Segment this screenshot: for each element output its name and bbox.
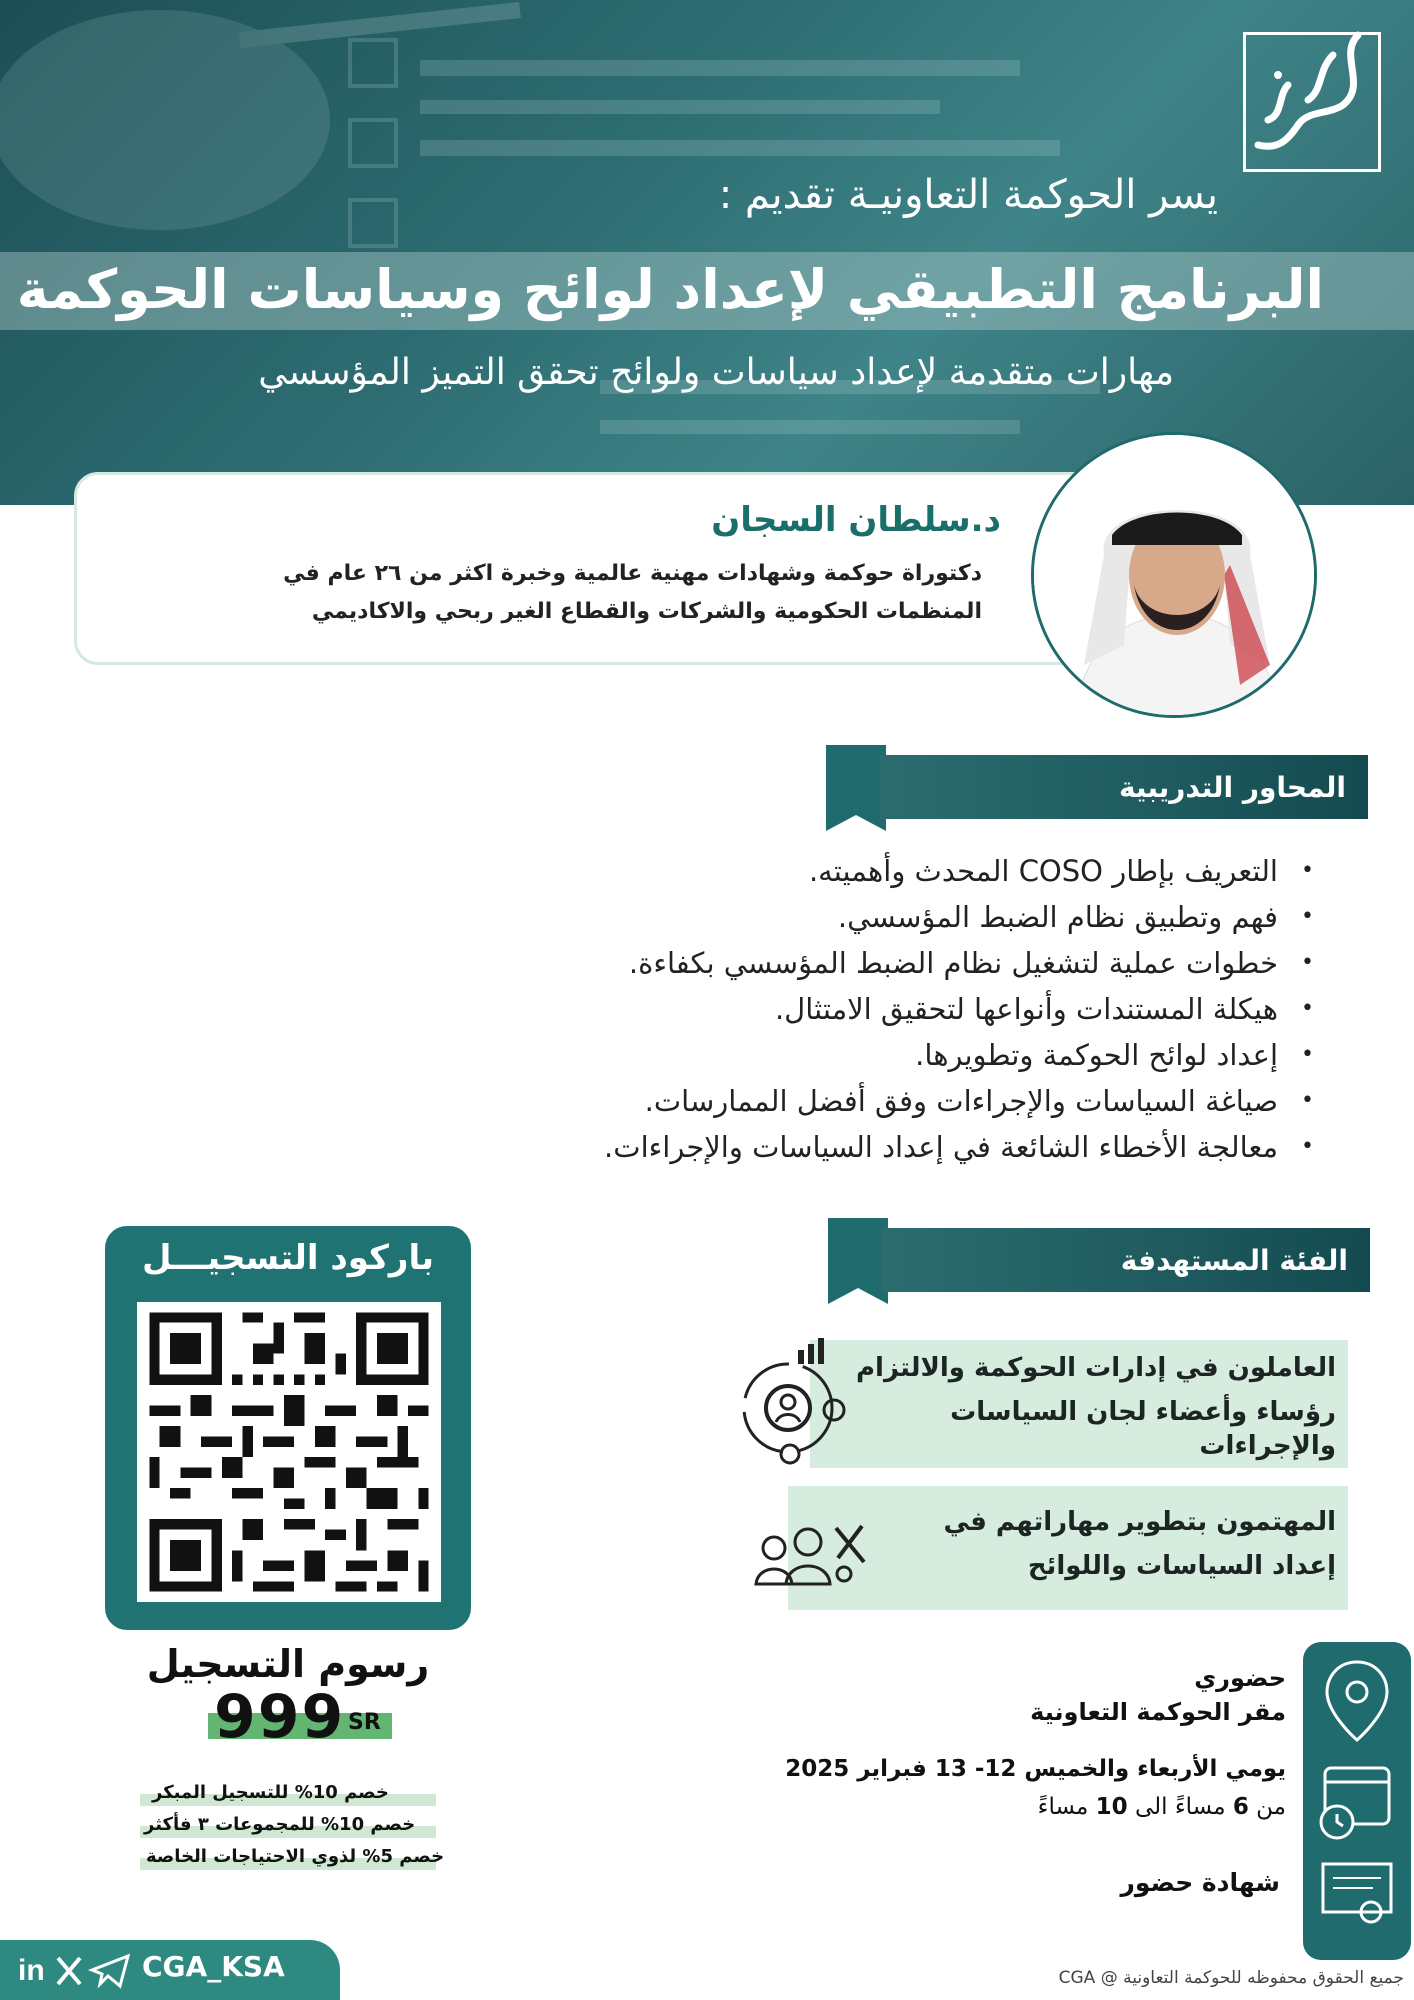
venue: مقر الحوكمة التعاونية [1030, 1698, 1286, 1726]
target-group-1-line3: والإجراءات [1199, 1431, 1336, 1461]
telegram-icon[interactable] [92, 1956, 128, 1986]
target-group-1-line1: العاملون في إدارات الحوكمة والالتزام [855, 1353, 1336, 1383]
program-subtitle: مهارات متقدمة لإعداد سياسات ولوائح تحقق التميز المؤسسي [258, 352, 1174, 393]
discount-special-needs: خصم 5% لذوي الاحتياجات الخاصة [146, 1846, 445, 1867]
list-item: • خطوات عملية لتشغيل نظام الضبط المؤسسي بكفاءة. [604, 940, 1314, 986]
copyright: جميع الحقوق محفوظه للحوكمة التعاونية @ CGA [1058, 1968, 1404, 1988]
details-icon-panel [1303, 1642, 1411, 1960]
qr-title: باركود التسجيـــل [142, 1238, 434, 1278]
logo [1243, 32, 1381, 172]
axes-heading: المحاور التدريبية [880, 755, 1368, 819]
trainer-name: د.سلطان السجان [711, 500, 1001, 540]
attendance-mode: حضوري [1194, 1664, 1286, 1692]
time-end: 10 [1095, 1794, 1128, 1820]
details-icons [1303, 1642, 1411, 1960]
target-ribbon-icon [828, 1218, 888, 1304]
discount-groups: خصم 10% للمجموعات ٣ فأكثر [144, 1814, 416, 1835]
time-mid-label: مساءً الى [1134, 1794, 1226, 1820]
trainer-portrait-icon [1034, 435, 1317, 718]
target-group-2-line1: المهتمون بتطوير مهاراتهم في [943, 1507, 1336, 1537]
users-tools-icon [752, 1518, 872, 1588]
trainer-bio: دكتوراة حوكمة وشهادات مهنية عالمية وخبرة اكثر من ٢٦ عام في المنظمات الحكومية والشركات والقطاع الغير ربحي والاكاديمي [283, 561, 982, 624]
presenter-line: يسر الحوكمة التعاونيـة تقديم : [718, 172, 1218, 218]
list-item: • إعداد لوائح الحوكمة وتطويرها. [604, 1032, 1314, 1078]
axes-list [604, 848, 1314, 1170]
program-title: البرنامج التطبيقي لإعداد لوائح وسياسات الحوكمة [16, 258, 1324, 321]
gear-people-icon [738, 1338, 848, 1468]
social-handle[interactable]: CGA_KSA [142, 1950, 285, 1983]
logo-calligraphy-icon [1238, 15, 1378, 165]
list-item: • معالجة الأخطاء الشائعة في إعداد السياسات والإجراءات. [604, 1124, 1314, 1170]
axes-ribbon-icon [826, 745, 886, 831]
list-item: • فهم وتطبيق نظام الضبط المؤسسي. [604, 894, 1314, 940]
target-heading: الفئة المستهدفة [882, 1228, 1370, 1292]
time-to-label: مساءً [1037, 1794, 1089, 1820]
time-from-label: من [1256, 1794, 1286, 1820]
list-item: • صياغة السياسات والإجراءات وفق أفضل الممارسات. [604, 1078, 1314, 1124]
time-start: 6 [1232, 1794, 1249, 1820]
event-time [1038, 1794, 1286, 1820]
social-icons [10, 1940, 150, 2000]
linkedin-icon[interactable]: in [18, 1954, 45, 1987]
price-currency: SR [348, 1710, 381, 1735]
target-group-2-line2: إعداد السياسات واللوائح [1027, 1551, 1336, 1581]
price-value: 999 [214, 1682, 346, 1752]
qr-code-icon [137, 1302, 441, 1602]
discount-early: خصم 10% للتسجيل المبكر [152, 1782, 389, 1803]
event-dates: يومي الأربعاء والخميس 12- 13 فبراير 2025 [785, 1756, 1286, 1782]
trainer-photo [1031, 432, 1317, 718]
list-item: • التعريف بإطار COSO المحدث وأهميته. [604, 848, 1314, 894]
registration-qr-code[interactable] [137, 1302, 441, 1602]
fees-label: رسوم التسجيل [146, 1642, 430, 1686]
list-item: • هيكلة المستندات وأنواعها لتحقيق الامتثال. [604, 986, 1314, 1032]
target-group-1-line2: رؤساء وأعضاء لجان السياسات [950, 1397, 1336, 1427]
x-icon[interactable] [58, 1958, 80, 1984]
certificate: شهادة حضور [1120, 1868, 1280, 1897]
